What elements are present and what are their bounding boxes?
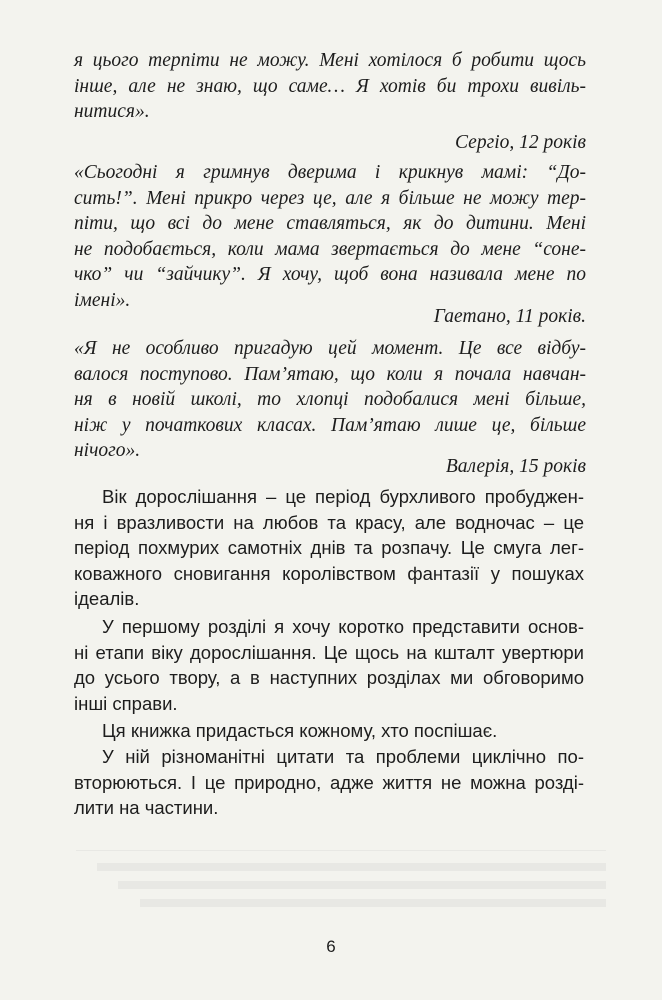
quote-line: «Сьогодні я гримнув дверима і крикнув мамі: “До- <box>74 162 586 183</box>
quote-line: нічого». <box>74 440 141 461</box>
quote-sergio <box>74 48 586 125</box>
quote-line: чко” чи “зайчику”. Я хочу, щоб вона називала мене по <box>74 264 586 285</box>
page-number: 6 <box>326 937 336 956</box>
quote-line: інше, але не знаю, що саме… Я хотів би трохи вивіль- <box>74 75 586 97</box>
paragraph-line: ня і вразливости на любов та красу, але водночас – це <box>74 511 584 533</box>
quote-signature: Гаетано, 11 років. <box>433 306 586 327</box>
paragraph-line: ідеалів. <box>74 588 140 609</box>
quote-signature: Валерія, 15 років <box>445 456 586 477</box>
quote-line: не подобається, коли мама звертається до мене “соне- <box>74 238 586 260</box>
paragraph <box>74 614 584 716</box>
paragraph-line: Ця книжка придасться кожному, хто поспішає. <box>102 720 498 741</box>
paragraph-line: коважного сновигання королівством фантазії у пошуках <box>74 562 584 584</box>
quote-line: валося поступово. Пам’ятаю, що коли я почала навчан- <box>74 363 586 385</box>
paragraph-line: період похмурих самотніх днів та розпачу. Це смуга лег- <box>74 537 584 558</box>
quote-line: я цього терпіти не можу. Мені хотілося б робити щось <box>74 50 586 71</box>
paragraph-line: Вік дорослішання – це період бурхливого пробуджен- <box>102 486 584 507</box>
paragraph-line: ні етапи віку дорослішання. Це щось на кшталт увертюри <box>74 641 584 663</box>
paragraph-line: інші справи. <box>74 692 178 714</box>
quote-gaetano <box>74 160 586 313</box>
paragraph-line: до усього твору, а в наступних розділах ми обговоримо <box>74 667 584 688</box>
quote-line: «Я не особливо пригадую цей момент. Це все відбу- <box>74 338 586 359</box>
quote-signature: Сергіо, 12 років <box>455 132 586 153</box>
paragraph-line: У першому розділі я хочу коротко представити основ- <box>102 616 584 637</box>
quote-line: імені». <box>74 289 131 311</box>
quote-line: ня в новій школі, то хлопці подобалися мені більше, <box>74 389 586 410</box>
paragraph-line: У ній різноманітні цитати та проблеми циклічно по- <box>102 746 584 767</box>
quote-line: сить!”. Мені прикро через це, але я більше не можу тер- <box>74 187 586 209</box>
paragraph <box>74 744 584 821</box>
quote-valeria <box>74 336 586 464</box>
paragraph <box>74 718 584 744</box>
paragraph-line: лити на частини. <box>74 797 219 818</box>
quote-line: піти, що всі до мене ставляться, як до дитини. Мені <box>74 213 586 234</box>
paragraph-line: вторюються. І це природно, адже життя не можна розді- <box>74 771 584 793</box>
quote-line: ніж у початкових класах. Пам’ятаю лише це, більше <box>74 414 586 436</box>
quote-line: нитися». <box>74 101 150 122</box>
show-through-texture <box>76 828 606 938</box>
paragraph <box>74 484 584 612</box>
